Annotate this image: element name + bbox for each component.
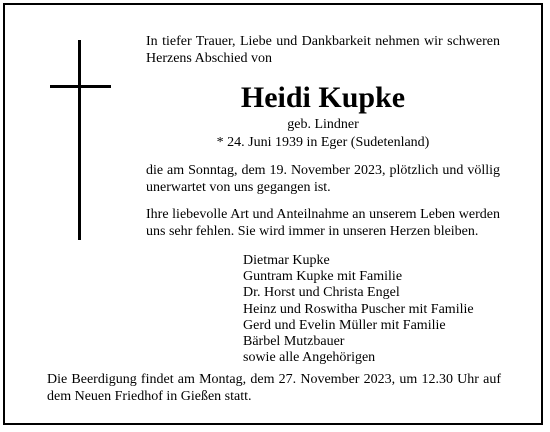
deceased-name: Heidi Kupke [240, 81, 406, 114]
intro-text: In tiefer Trauer, Liebe und Dankbarkeit nehmen wir schweren Herzens Abschied von [146, 34, 500, 66]
mourner-item: sowie alle Angehörigen [243, 350, 376, 366]
birth-info: * 24. Juni 1939 in Eger (Sudetenland) [216, 135, 430, 150]
tribute-text: Ihre liebevolle Art und Anteilnahme an unserem Leben werden uns sehr fehlen. Sie wird immer in unseren Herzen bleiben. [146, 207, 500, 239]
mourner-item: Bärbel Mutzbauer [243, 334, 345, 350]
mourners-list [243, 253, 474, 366]
mourner-item: Dietmar Kupke [243, 253, 330, 268]
funeral-info: Die Beerdigung findet am Montag, dem 27. November 2023, um 12.30 Uhr auf dem Neuen Friedhof in Gießen statt. [47, 372, 501, 404]
maiden-name: geb. Lindner [287, 117, 359, 132]
mourner-item: Heinz und Roswitha Puscher mit Familie [243, 301, 474, 317]
cross-horizontal-bar [50, 85, 111, 88]
mourner-item: Guntram Kupke mit Familie [243, 269, 403, 285]
mourner-item: Dr. Horst und Christa Engel [243, 285, 400, 301]
death-text: die am Sonntag, dem 19. November 2023, plötzlich und völlig unerwartet von uns gegangen ist. [146, 163, 500, 195]
mourner-item: Gerd und Evelin Müller mit Familie [243, 317, 446, 333]
cross-vertical-bar [78, 40, 81, 240]
